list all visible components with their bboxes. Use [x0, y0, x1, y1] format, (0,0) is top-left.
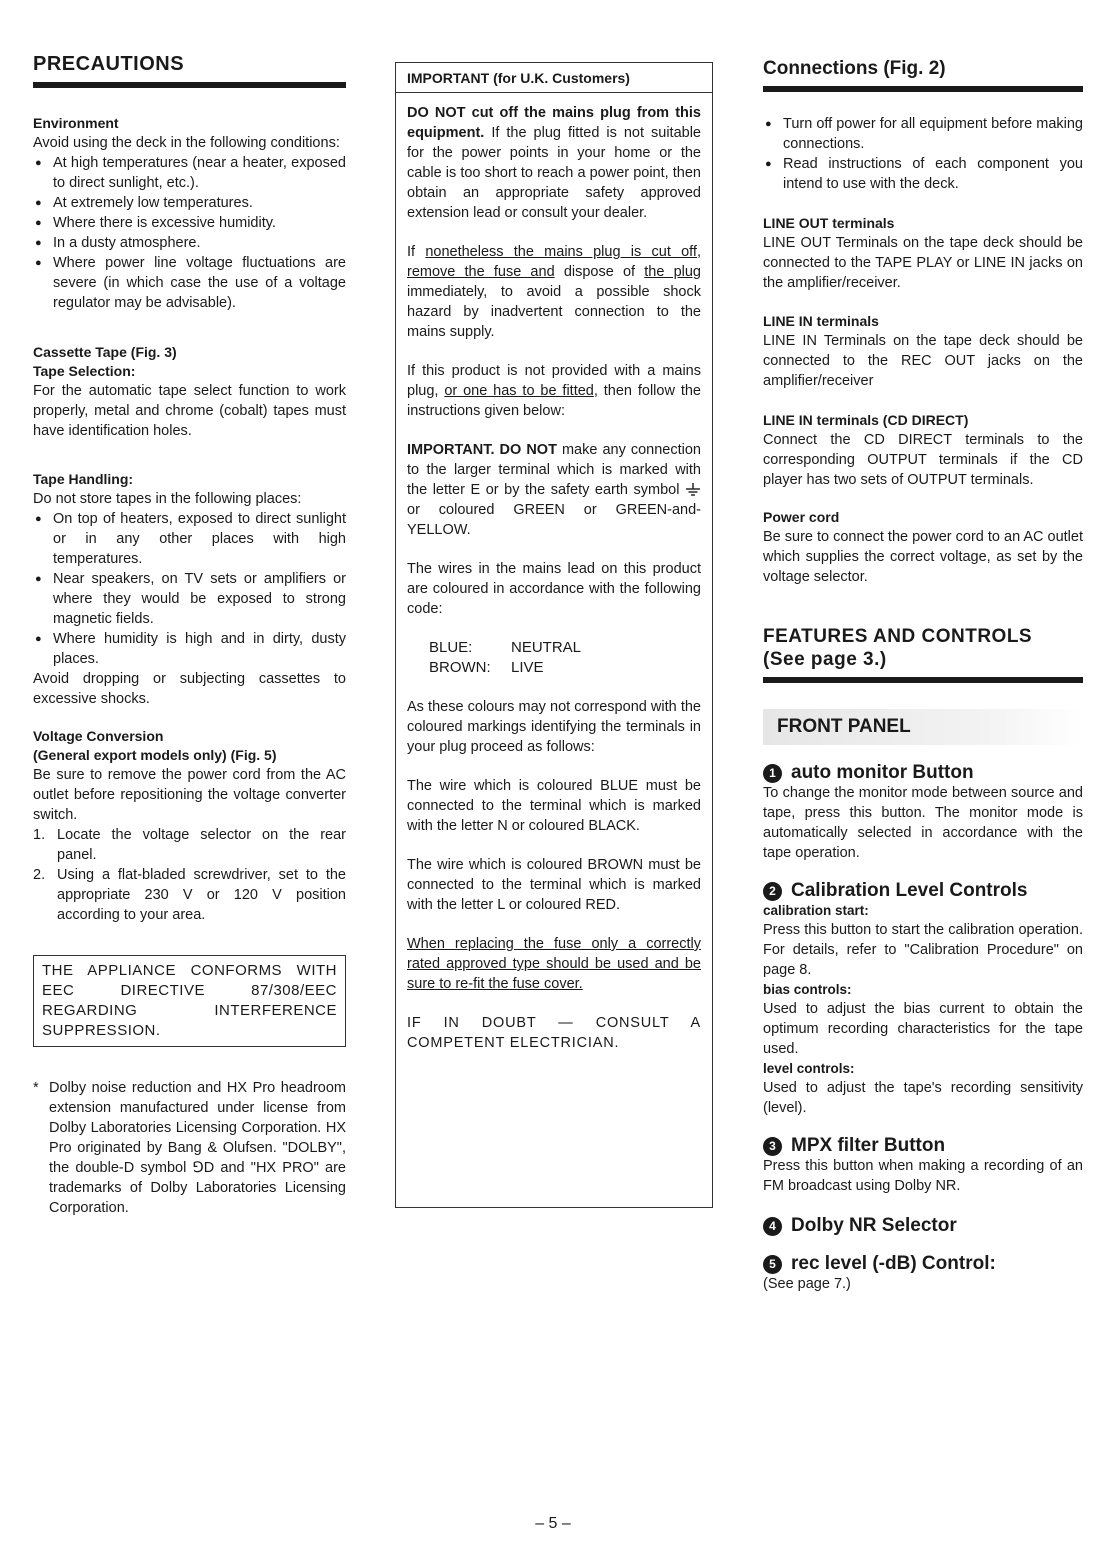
mpx-filter-text: Press this button when making a recording of an FM broadcast using Dolby NR. — [763, 1158, 1083, 1194]
features-title: FEATURES AND CONTROLS — [763, 626, 1033, 647]
front-panel-heading: FRONT PANEL — [763, 709, 1083, 745]
uk-para-9: When replacing the fuse only a correctly rated approved type should be used and be sure to re-fit the fuse cover. — [407, 936, 701, 992]
line-out-heading: LINE OUT terminals — [763, 215, 895, 231]
precautions-title: PRECAUTIONS — [33, 53, 185, 75]
tape-handling-heading: Tape Handling: — [33, 471, 134, 487]
number-badge: 2 — [763, 882, 782, 901]
features-subtitle: (See page 3.) — [763, 649, 887, 670]
uk-para-6: As these colours may not correspond with the coloured markings identifying the terminals in your plug proceed as follows: — [407, 699, 701, 755]
dolby-footnote: * Dolby noise reduction and HX Pro headroom extension manufactured under license from Dolby Laboratories Licensing Corporation. HX Pro originated by Bang & Olufsen. "DOLBY", the double-D symbol ⅁D and "HX PRO" are trademarks of Dolby Laboratories Licensing Corporation. — [33, 1080, 346, 1216]
mpx-filter-title: 3 MPX filter Button — [763, 1136, 1083, 1156]
voltage-text: Be sure to remove the power cord from the AC outlet before repositioning the voltage converter switch. — [33, 767, 346, 823]
bias-controls-label: bias controls: — [763, 982, 852, 997]
number-badge: 5 — [763, 1255, 782, 1274]
list-item: ● At extremely low temperatures. — [33, 193, 346, 213]
page-number: – 5 – — [535, 1515, 571, 1532]
tape-handling-intro: Do not store tapes in the following places: — [33, 491, 302, 507]
level-controls-text: Used to adjust the tape's recording sensitivity (level). — [763, 1080, 1083, 1116]
uk-important-box — [395, 62, 713, 1208]
list-item: ● Read instructions of each component you intend to use with the deck. — [763, 154, 1083, 194]
cd-direct-heading: LINE IN terminals (CD DIRECT) — [763, 412, 969, 428]
list-item: 1. Locate the voltage selector on the rear panel. — [33, 827, 346, 863]
auto-monitor-text: To change the monitor mode between source and tape, press this button. The monitor mode is automatically selected in accordance with the tape operation. — [763, 785, 1083, 861]
list-item: ● In a dusty atmosphere. — [33, 233, 346, 253]
list-item: ● Turn off power for all equipment before making connections. — [763, 114, 1083, 154]
environment-intro: Avoid using the deck in the following conditions: — [33, 135, 340, 151]
wire-brown-row: BROWN: LIVE — [429, 659, 544, 676]
power-cord-text: Be sure to connect the power cord to an AC outlet which supplies the correct voltage, as set by the voltage selector. — [763, 529, 1083, 585]
cd-direct-text: Connect the CD DIRECT terminals to the corresponding OUTPUT terminals if the CD player has two sets of OUTPUT terminals. — [763, 432, 1083, 488]
tape-handling-outro: Avoid dropping or subjecting cassettes to excessive shocks. — [33, 671, 346, 707]
eec-notice-box: THE APPLIANCE CONFORMS WITH EEC DIRECTIVE 87/308/EEC REGARDING INTERFERENCE SUPPRESSION. — [33, 955, 346, 1047]
calibration-start-text: Press this button to start the calibration operation. For details, refer to "Calibration Procedure" on page 8. — [763, 922, 1083, 978]
list-item: ● At high temperatures (near a heater, exposed to direct sunlight, etc.). — [33, 153, 346, 193]
wire-colour-code — [407, 638, 701, 678]
bias-controls-text: Used to adjust the bias current to obtain the optimum recording characteristics for the tape used. — [763, 1001, 1083, 1057]
uk-para-10: IF IN DOUBT — CONSULT A COMPETENT ELECTRICIAN. — [407, 1015, 701, 1051]
uk-para-3: If this product is not provided with a mains plug, or one has to be fitted, then follow the instructions given below: — [407, 363, 701, 419]
rec-level-text: (See page 7.) — [763, 1276, 851, 1292]
environment-list — [33, 153, 346, 313]
connections-column — [763, 0, 1083, 1294]
level-controls-label: level controls: — [763, 1061, 855, 1076]
list-item: ● Where there is excessive humidity. — [33, 213, 346, 233]
voltage-steps — [33, 825, 346, 925]
number-badge: 4 — [763, 1217, 782, 1236]
uk-para-5: The wires in the mains lead on this product are coloured in accordance with the following code: — [407, 561, 701, 617]
auto-monitor-title: 1 auto monitor Button — [763, 763, 1083, 783]
uk-para-2: If nonetheless the mains plug is cut off, remove the fuse and dispose of the plug immediately, to avoid a possible shock hazard by inadvertent connection to the mains supply. — [407, 244, 701, 340]
tape-selection-heading: Tape Selection: — [33, 363, 136, 379]
cassette-heading: Cassette Tape (Fig. 3) — [33, 344, 177, 360]
uk-para-7: The wire which is coloured BLUE must be connected to the terminal which is marked with the letter N or coloured BLACK. — [407, 778, 701, 834]
tape-handling-list — [33, 509, 346, 669]
rec-level-title: 5 rec level (-dB) Control: — [763, 1254, 1083, 1274]
dolby-nr-title: 4 Dolby NR Selector — [763, 1216, 1083, 1236]
uk-box-title: IMPORTANT (for U.K. Customers) — [396, 63, 712, 93]
precautions-column — [33, 0, 346, 1218]
earth-symbol-icon — [685, 483, 701, 497]
uk-para-8: The wire which is coloured BROWN must be connected to the terminal which is marked with the letter L or coloured RED. — [407, 857, 701, 913]
power-cord-heading: Power cord — [763, 509, 840, 525]
list-item: ● Near speakers, on TV sets or amplifiers or where they would be exposed to strong magnetic fields. — [33, 569, 346, 629]
tape-selection-text: For the automatic tape select function to work properly, metal and chrome (cobalt) tapes must have identification holes. — [33, 383, 346, 439]
line-out-text: LINE OUT Terminals on the tape deck should be connected to the TAPE PLAY or LINE IN jacks on the amplifier/receiver. — [763, 235, 1083, 291]
calibration-start-label: calibration start: — [763, 903, 869, 918]
list-item: ● Where humidity is high and in dirty, dusty places. — [33, 629, 346, 669]
wire-blue-row: BLUE: NEUTRAL — [429, 639, 582, 656]
voltage-subheading: (General export models only) (Fig. 5) — [33, 747, 277, 763]
connections-title: Connections (Fig. 2) — [763, 58, 946, 79]
uk-para-1: DO NOT cut off the mains plug from this equipment. If the plug fitted is not suitable for the power points in your home or the cable is too short to reach a power point, then obtain an appropriate safety approved extension lead or consult your dealer. — [407, 105, 701, 221]
line-in-text: LINE IN Terminals on the tape deck should be connected to the REC OUT jacks on the amplifier/receiver — [763, 333, 1083, 389]
environment-heading: Environment — [33, 115, 119, 131]
list-item: ● On top of heaters, exposed to direct sunlight or in any other places with high temperatures. — [33, 509, 346, 569]
number-badge: 3 — [763, 1137, 782, 1156]
list-item: ● Where power line voltage fluctuations are severe (in which case the use of a voltage regulator may be advisable). — [33, 253, 346, 313]
connections-list — [763, 114, 1083, 194]
calibration-title: 2 Calibration Level Controls — [763, 881, 1083, 901]
voltage-heading: Voltage Conversion — [33, 728, 164, 744]
list-item: 2. Using a flat-bladed screwdriver, set to the appropriate 230 V or 120 V position according to your area. — [33, 867, 346, 923]
line-in-heading: LINE IN terminals — [763, 313, 879, 329]
number-badge: 1 — [763, 764, 782, 783]
uk-para-4: IMPORTANT. DO NOT make any connection to the larger terminal which is marked with the letter E or by the safety earth symbol or coloured GREEN or GREEN-and-YELLOW. — [407, 442, 702, 538]
